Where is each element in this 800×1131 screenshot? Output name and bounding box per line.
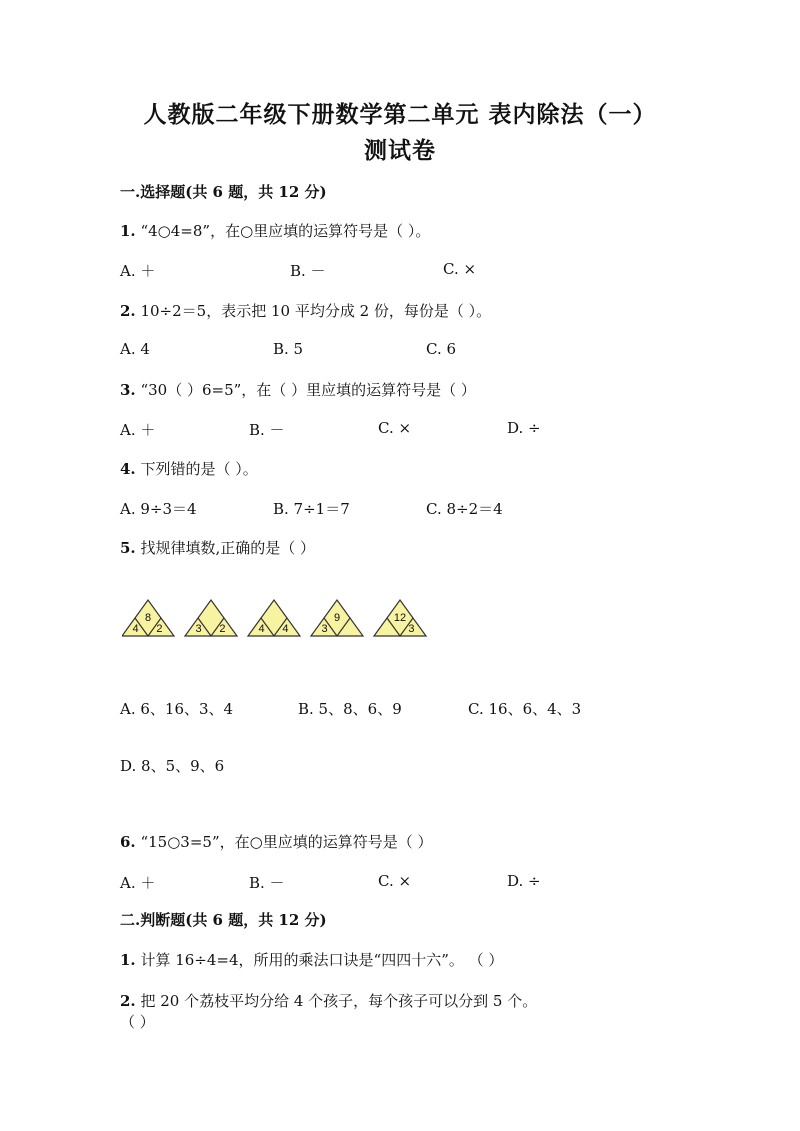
option-b[interactable]: B. 5、8、6、9: [298, 700, 402, 718]
triangle-left-number: 4: [258, 623, 265, 635]
triangle-right-number: 4: [282, 623, 289, 635]
question-3: [120, 379, 476, 400]
option-a[interactable]: A. ＋: [120, 874, 156, 892]
option-a[interactable]: A. 9÷3＝4: [120, 500, 197, 518]
section-heading-judgement: 二.判断题(共 6 题，共 12 分): [120, 911, 327, 929]
question-2: [120, 300, 491, 321]
question-text: “4○4=8”，在○里应填的运算符号是（ ）。: [140, 222, 431, 240]
option-d[interactable]: D. 8、5、9、6: [120, 757, 225, 775]
number-pattern-figure: [122, 596, 442, 642]
question-number: 3.: [120, 381, 136, 399]
judgement-question-1: [120, 949, 503, 970]
page-subtitle: 测试卷: [364, 137, 436, 164]
question-number: 2.: [120, 302, 136, 320]
question-6: [120, 831, 432, 852]
question-text: 找规律填数,正确的是（ ）: [140, 539, 315, 557]
question-number: 2.: [120, 992, 136, 1010]
triangle-right-number: 2: [219, 623, 226, 635]
option-c[interactable]: C. 16、6、4、3: [468, 700, 582, 718]
question-text: 把 20 个荔枝平均分给 4 个孩子，每个孩子可以分到 5 个。: [140, 992, 538, 1010]
question-text: “30（ ）6=5”，在（ ）里应填的运算符号是（ ）: [140, 381, 476, 399]
question-number: 6.: [120, 833, 136, 851]
question-number: 5.: [120, 539, 136, 557]
option-c[interactable]: C. 8÷2＝4: [426, 500, 503, 518]
question-number: 1.: [120, 951, 136, 969]
option-b[interactable]: B. －: [249, 421, 285, 439]
option-c[interactable]: C. ×: [378, 872, 412, 890]
question-1: [120, 220, 430, 241]
triangle-left-number: 3: [195, 623, 202, 635]
triangle-shape: [185, 600, 237, 636]
question-5: [120, 537, 315, 558]
pattern-triangle: [122, 600, 174, 636]
triangle-left-number: 4: [132, 623, 139, 635]
option-b[interactable]: B. 7÷1＝7: [273, 500, 350, 518]
option-c[interactable]: C. ×: [443, 260, 477, 278]
option-a[interactable]: A. 4: [120, 340, 150, 358]
option-c[interactable]: C. ×: [378, 419, 412, 437]
pattern-triangle: [374, 600, 426, 636]
option-a[interactable]: A. ＋: [120, 262, 156, 280]
option-b[interactable]: B. －: [290, 262, 326, 280]
option-d[interactable]: D. ÷: [507, 872, 541, 890]
option-a[interactable]: A. 6、16、3、4: [120, 700, 234, 718]
question-text: 下列错的是（ ）。: [140, 460, 258, 478]
option-b[interactable]: B. －: [249, 874, 285, 892]
triangle-left-number: 3: [321, 623, 328, 635]
pattern-triangle: [185, 600, 237, 636]
triangle-top-number: 8: [144, 611, 152, 624]
triangle-shape: [248, 600, 300, 636]
pattern-triangle: [248, 600, 300, 636]
answer-blank[interactable]: （ ）: [120, 1013, 155, 1031]
question-number: 1.: [120, 222, 136, 240]
option-c[interactable]: C. 6: [426, 340, 457, 358]
question-4: [120, 458, 258, 479]
section-heading-choice: 一.选择题(共 6 题，共 12 分): [120, 183, 327, 201]
option-a[interactable]: A. ＋: [120, 421, 156, 439]
judgement-question-2: [120, 990, 537, 1011]
page-title: 人教版二年级下册数学第二单元 表内除法（一）: [143, 101, 657, 128]
question-text: “15○3=5”，在○里应填的运算符号是（ ）: [140, 833, 433, 851]
question-text: 计算 16÷4=4，所用的乘法口诀是“四四十六”。 （ ）: [140, 951, 504, 969]
option-d[interactable]: D. ÷: [507, 419, 541, 437]
triangle-top-number: 9: [333, 611, 341, 624]
triangle-right-number: 3: [408, 623, 415, 635]
question-text: 10÷2＝5，表示把 10 平均分成 2 份，每份是（ ）。: [140, 302, 492, 320]
triangle-top-number: 12: [393, 611, 407, 624]
pattern-triangle: [311, 600, 363, 636]
triangle-right-number: 2: [156, 623, 163, 635]
question-number: 4.: [120, 460, 136, 478]
option-b[interactable]: B. 5: [273, 340, 304, 358]
